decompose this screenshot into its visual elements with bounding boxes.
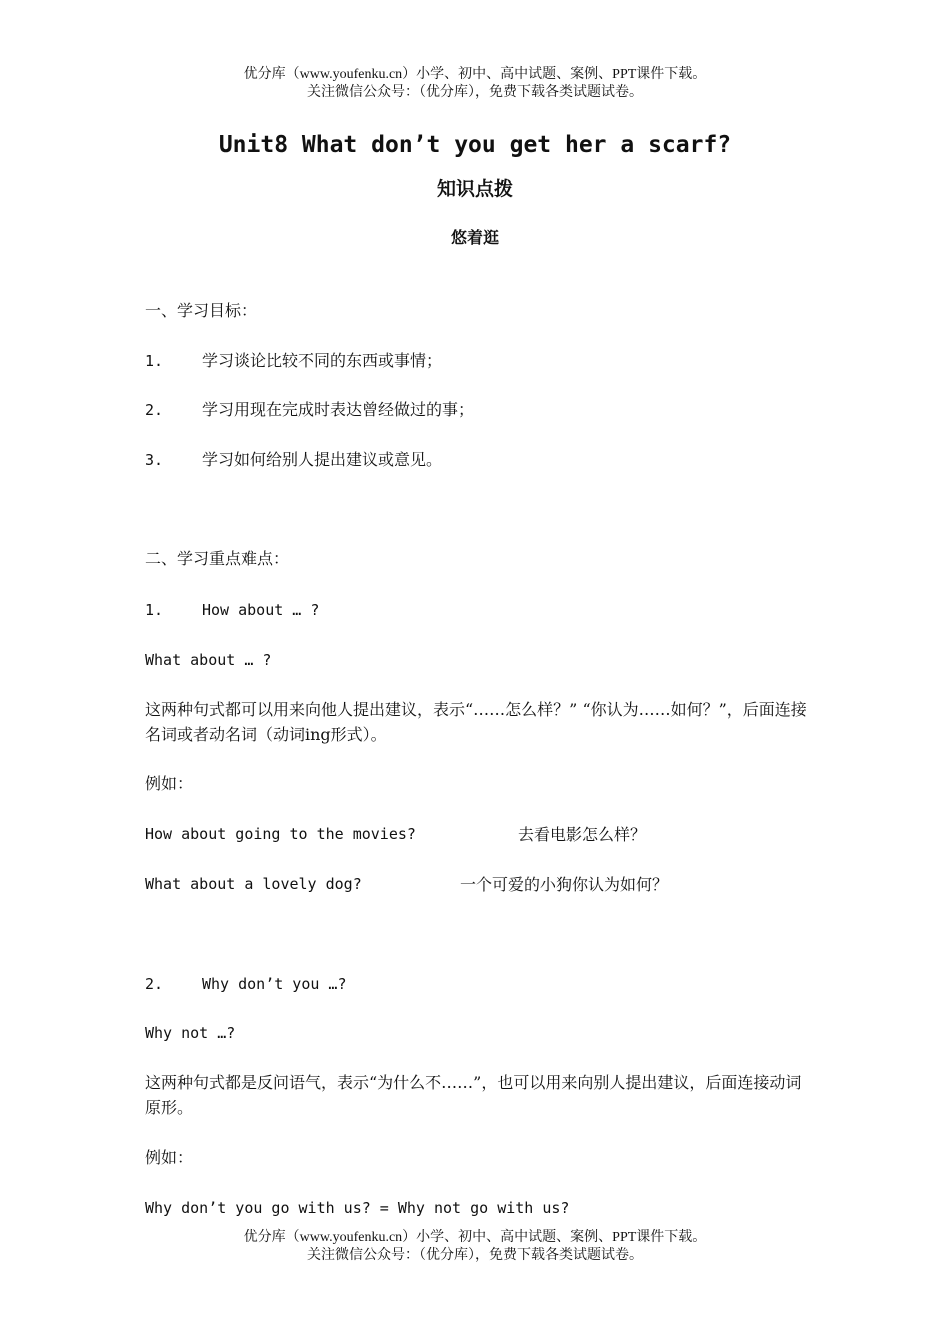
page-header [0, 66, 950, 102]
footer-line-2: 关注微信公众号：（优分库），免费下载各类试题试卷。 [307, 1248, 643, 1263]
example-2-english: What about a lovely dog? [145, 875, 362, 893]
header-line-2: 关注微信公众号：（优分库），免费下载各类试题试卷。 [307, 85, 643, 100]
goal-item-3 [145, 448, 810, 472]
point2-example: Why don’t you go with us? = Why not go with us? [145, 1199, 570, 1217]
goal-item-text: 学习用现在完成时表达曾经做过的事； [202, 400, 475, 419]
pattern-text: How about … ? [202, 601, 320, 619]
goal-item-1 [145, 349, 810, 373]
point1-pattern-1 [145, 598, 810, 622]
header-line-1: 优分库（www.youfenku.cn）小学、初中、高中试题、案例、PPT课件下载。 [243, 67, 707, 82]
example-2-chinese: 一个可爱的小狗你认为如何？ [460, 875, 669, 894]
point2-example-label: 例如： [145, 1148, 194, 1167]
point1-example-label: 例如： [145, 774, 194, 793]
goal-item-number: 3. [145, 451, 164, 469]
example-1-chinese: 去看电影怎么样？ [518, 825, 647, 844]
point-number: 1. [145, 601, 164, 619]
goal-item-text: 学习如何给别人提出建议或意见。 [202, 450, 443, 469]
section2-heading: 二、学习重点难点： [145, 549, 290, 568]
point1-explanation: 这两种句式都可以用来向他人提出建议，表示“……怎么样？” “你认为……如何？”，后面连接名词或者动名词（动词ing形式）。 [145, 700, 807, 744]
document-author: 悠着逛 [450, 228, 499, 247]
pattern-text: Why don’t you …? [202, 975, 347, 993]
point2-pattern-2: Why not …? [145, 1024, 236, 1042]
example-1-english: How about going to the movies? [145, 825, 416, 843]
goal-item-text: 学习谈论比较不同的东西或事情； [202, 351, 443, 370]
goal-item-number: 1. [145, 352, 164, 370]
page-footer [0, 1229, 950, 1265]
goal-item-number: 2. [145, 401, 164, 419]
point2-explanation: 这两种句式都是反问语气，表示“为什么不……”，也可以用来向别人提出建议，后面连接动词原形。 [145, 1073, 802, 1117]
document-title: Unit8 What don’t you get her a scarf? [218, 132, 732, 158]
goal-item-2 [145, 398, 810, 422]
section1-heading: 一、学习目标： [145, 301, 258, 320]
document-subtitle: 知识点拨 [436, 178, 513, 200]
point-number: 2. [145, 975, 164, 993]
footer-line-1: 优分库（www.youfenku.cn）小学、初中、高中试题、案例、PPT课件下载。 [243, 1230, 707, 1245]
point2-pattern-1 [145, 972, 810, 996]
point1-pattern-2: What about … ? [145, 651, 272, 669]
